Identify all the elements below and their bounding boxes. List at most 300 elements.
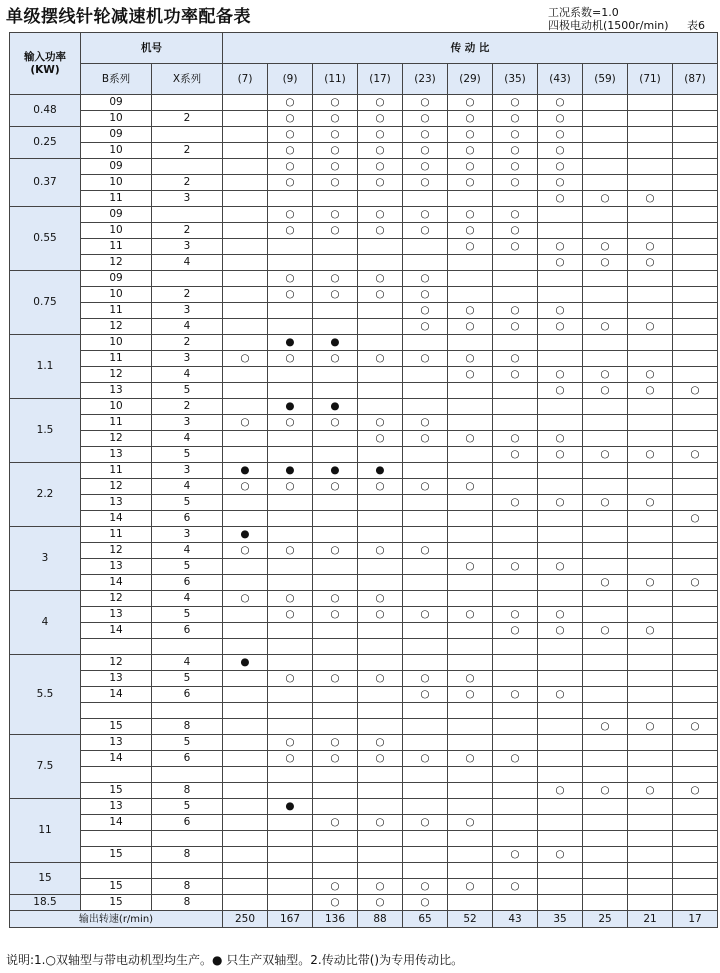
open-circle-mark: ○ xyxy=(223,479,268,495)
open-circle-mark: ○ xyxy=(313,479,358,495)
empty-cell xyxy=(673,367,718,383)
empty-cell xyxy=(628,671,673,687)
empty-cell xyxy=(628,143,673,159)
x-series-cell: 6 xyxy=(152,511,223,527)
empty-cell xyxy=(223,863,268,879)
empty-cell xyxy=(628,591,673,607)
empty-cell xyxy=(628,527,673,543)
empty-cell xyxy=(673,95,718,111)
open-circle-mark: ○ xyxy=(403,415,448,431)
open-circle-mark: ○ xyxy=(448,479,493,495)
open-circle-mark: ○ xyxy=(493,367,538,383)
open-circle-mark: ○ xyxy=(448,751,493,767)
x-series-cell: 5 xyxy=(152,671,223,687)
open-circle-mark: ○ xyxy=(493,95,538,111)
open-circle-mark: ○ xyxy=(493,159,538,175)
empty-cell xyxy=(403,703,448,719)
empty-cell xyxy=(448,415,493,431)
empty-cell xyxy=(403,847,448,863)
empty-cell xyxy=(268,447,313,463)
empty-cell xyxy=(223,271,268,287)
empty-cell xyxy=(223,831,268,847)
filled-dot-mark: ● xyxy=(358,463,403,479)
open-circle-mark: ○ xyxy=(628,623,673,639)
open-circle-mark: ○ xyxy=(313,591,358,607)
open-circle-mark: ○ xyxy=(268,287,313,303)
power-cell: 2.2 xyxy=(10,463,81,527)
empty-cell xyxy=(268,783,313,799)
empty-cell xyxy=(583,655,628,671)
x-series-cell: 5 xyxy=(152,447,223,463)
empty-cell xyxy=(673,223,718,239)
empty-cell xyxy=(313,783,358,799)
empty-cell xyxy=(673,895,718,911)
empty-cell xyxy=(403,511,448,527)
empty-cell xyxy=(628,479,673,495)
open-circle-mark: ○ xyxy=(628,719,673,735)
open-circle-mark: ○ xyxy=(358,479,403,495)
b-series-cell: 14 xyxy=(81,687,152,703)
empty-cell xyxy=(673,127,718,143)
b-series-cell: 12 xyxy=(81,431,152,447)
empty-cell xyxy=(358,319,403,335)
x-series-cell: 4 xyxy=(152,319,223,335)
empty-cell xyxy=(448,895,493,911)
empty-cell xyxy=(673,735,718,751)
empty-cell xyxy=(628,223,673,239)
x-series-cell: 4 xyxy=(152,431,223,447)
header-ratio-5: (29) xyxy=(448,64,493,95)
empty-cell xyxy=(268,719,313,735)
header-x-series: X系列 xyxy=(152,64,223,95)
open-circle-mark: ○ xyxy=(448,879,493,895)
open-circle-mark: ○ xyxy=(268,223,313,239)
empty-cell xyxy=(403,767,448,783)
table-row xyxy=(10,639,718,655)
open-circle-mark: ○ xyxy=(493,239,538,255)
power-cell: 5.5 xyxy=(10,655,81,735)
b-series-cell: 09 xyxy=(81,127,152,143)
b-series-cell: 09 xyxy=(81,271,152,287)
open-circle-mark: ○ xyxy=(538,607,583,623)
empty-cell xyxy=(223,431,268,447)
x-series-cell xyxy=(152,863,223,879)
empty-cell xyxy=(493,895,538,911)
open-circle-mark: ○ xyxy=(358,543,403,559)
empty-cell xyxy=(493,799,538,815)
b-series-cell: 12 xyxy=(81,255,152,271)
empty-cell xyxy=(583,703,628,719)
empty-cell xyxy=(313,655,358,671)
empty-cell xyxy=(403,527,448,543)
open-circle-mark: ○ xyxy=(358,671,403,687)
b-series-cell: 11 xyxy=(81,303,152,319)
open-circle-mark: ○ xyxy=(493,303,538,319)
b-series-cell: 10 xyxy=(81,111,152,127)
power-cell: 0.37 xyxy=(10,159,81,207)
empty-cell xyxy=(448,527,493,543)
empty-cell xyxy=(583,479,628,495)
output-speed-value: 25 xyxy=(583,911,628,928)
table-row xyxy=(10,415,718,431)
empty-cell xyxy=(358,255,403,271)
power-cell: 18.5 xyxy=(10,895,81,911)
open-circle-mark: ○ xyxy=(223,543,268,559)
empty-cell xyxy=(673,351,718,367)
x-series-cell: 6 xyxy=(152,815,223,831)
filled-dot-mark: ● xyxy=(223,655,268,671)
x-series-cell xyxy=(152,703,223,719)
open-circle-mark: ○ xyxy=(268,591,313,607)
empty-cell xyxy=(223,111,268,127)
empty-cell xyxy=(223,815,268,831)
empty-cell xyxy=(448,271,493,287)
empty-cell xyxy=(538,575,583,591)
open-circle-mark: ○ xyxy=(628,447,673,463)
x-series-cell: 5 xyxy=(152,607,223,623)
empty-cell xyxy=(268,495,313,511)
empty-cell xyxy=(583,303,628,319)
open-circle-mark: ○ xyxy=(538,175,583,191)
open-circle-mark: ○ xyxy=(493,127,538,143)
empty-cell xyxy=(403,367,448,383)
open-circle-mark: ○ xyxy=(673,447,718,463)
filled-dot-mark: ● xyxy=(268,463,313,479)
x-series-cell xyxy=(152,159,223,175)
open-circle-mark: ○ xyxy=(493,207,538,223)
empty-cell xyxy=(538,287,583,303)
b-series-cell: 12 xyxy=(81,543,152,559)
filled-dot-mark: ● xyxy=(313,463,358,479)
empty-cell xyxy=(448,447,493,463)
empty-cell xyxy=(493,655,538,671)
b-series-cell: 14 xyxy=(81,511,152,527)
empty-cell xyxy=(358,719,403,735)
empty-cell xyxy=(223,575,268,591)
empty-cell xyxy=(673,207,718,223)
empty-cell xyxy=(403,719,448,735)
table-row xyxy=(10,159,718,175)
empty-cell xyxy=(673,655,718,671)
b-series-cell: 12 xyxy=(81,591,152,607)
empty-cell xyxy=(493,399,538,415)
empty-cell xyxy=(628,863,673,879)
open-circle-mark: ○ xyxy=(538,559,583,575)
empty-cell xyxy=(358,623,403,639)
empty-cell xyxy=(358,447,403,463)
open-circle-mark: ○ xyxy=(493,687,538,703)
open-circle-mark: ○ xyxy=(448,175,493,191)
b-series-cell: 10 xyxy=(81,223,152,239)
open-circle-mark: ○ xyxy=(538,319,583,335)
empty-cell xyxy=(268,687,313,703)
empty-cell xyxy=(673,111,718,127)
empty-cell xyxy=(268,879,313,895)
x-series-cell xyxy=(152,95,223,111)
empty-cell xyxy=(313,255,358,271)
empty-cell xyxy=(358,399,403,415)
x-series-cell xyxy=(152,767,223,783)
x-series-cell xyxy=(152,639,223,655)
table-row xyxy=(10,623,718,639)
empty-cell xyxy=(448,591,493,607)
empty-cell xyxy=(268,191,313,207)
b-series-cell: 09 xyxy=(81,95,152,111)
table-body xyxy=(10,95,718,928)
empty-cell xyxy=(628,351,673,367)
table-row xyxy=(10,799,718,815)
b-series-cell: 13 xyxy=(81,735,152,751)
b-series-cell: 13 xyxy=(81,671,152,687)
output-speed-value: 136 xyxy=(313,911,358,928)
table-row xyxy=(10,719,718,735)
x-series-cell: 8 xyxy=(152,847,223,863)
empty-cell xyxy=(673,495,718,511)
open-circle-mark: ○ xyxy=(583,575,628,591)
empty-cell xyxy=(583,223,628,239)
power-cell: 15 xyxy=(10,863,81,895)
table-row xyxy=(10,127,718,143)
empty-cell xyxy=(673,799,718,815)
open-circle-mark: ○ xyxy=(583,367,628,383)
open-circle-mark: ○ xyxy=(403,479,448,495)
x-series-cell xyxy=(152,127,223,143)
open-circle-mark: ○ xyxy=(268,735,313,751)
b-series-cell: 15 xyxy=(81,895,152,911)
x-series-cell: 2 xyxy=(152,143,223,159)
empty-cell xyxy=(403,239,448,255)
filled-dot-mark: ● xyxy=(268,399,313,415)
x-series-cell: 3 xyxy=(152,463,223,479)
table-row xyxy=(10,463,718,479)
empty-cell xyxy=(223,879,268,895)
empty-cell xyxy=(403,463,448,479)
open-circle-mark: ○ xyxy=(628,495,673,511)
empty-cell xyxy=(403,783,448,799)
open-circle-mark: ○ xyxy=(358,351,403,367)
empty-cell xyxy=(448,511,493,527)
empty-cell xyxy=(583,143,628,159)
header-power-text: 输入功率 (KW) xyxy=(24,50,66,76)
empty-cell xyxy=(403,735,448,751)
x-series-cell: 3 xyxy=(152,239,223,255)
empty-cell xyxy=(493,383,538,399)
open-circle-mark: ○ xyxy=(538,495,583,511)
open-circle-mark: ○ xyxy=(313,175,358,191)
b-series-cell: 13 xyxy=(81,447,152,463)
open-circle-mark: ○ xyxy=(268,127,313,143)
table-row xyxy=(10,863,718,879)
empty-cell xyxy=(673,543,718,559)
empty-cell xyxy=(313,831,358,847)
open-circle-mark: ○ xyxy=(358,271,403,287)
x-series-cell: 8 xyxy=(152,879,223,895)
empty-cell xyxy=(628,895,673,911)
open-circle-mark: ○ xyxy=(403,751,448,767)
x-series-cell: 6 xyxy=(152,575,223,591)
empty-cell xyxy=(313,511,358,527)
empty-cell xyxy=(223,127,268,143)
x-series-cell: 4 xyxy=(152,255,223,271)
open-circle-mark: ○ xyxy=(313,815,358,831)
power-cell: 11 xyxy=(10,799,81,863)
x-series-cell: 5 xyxy=(152,799,223,815)
open-circle-mark: ○ xyxy=(583,623,628,639)
open-circle-mark: ○ xyxy=(358,159,403,175)
empty-cell xyxy=(358,367,403,383)
empty-cell xyxy=(223,559,268,575)
open-circle-mark: ○ xyxy=(268,351,313,367)
empty-cell xyxy=(493,831,538,847)
b-series-cell: 15 xyxy=(81,847,152,863)
empty-cell xyxy=(628,431,673,447)
open-circle-mark: ○ xyxy=(448,95,493,111)
x-series-cell: 3 xyxy=(152,527,223,543)
empty-cell xyxy=(493,415,538,431)
b-series-cell: 11 xyxy=(81,415,152,431)
b-series-cell: 11 xyxy=(81,351,152,367)
x-series-cell: 3 xyxy=(152,303,223,319)
empty-cell xyxy=(583,767,628,783)
table-row xyxy=(10,207,718,223)
empty-cell xyxy=(268,527,313,543)
b-series-cell: 13 xyxy=(81,383,152,399)
open-circle-mark: ○ xyxy=(493,319,538,335)
table-row xyxy=(10,191,718,207)
empty-cell xyxy=(673,399,718,415)
empty-cell xyxy=(223,783,268,799)
empty-cell xyxy=(403,191,448,207)
empty-cell xyxy=(583,639,628,655)
power-cell: 1.1 xyxy=(10,335,81,399)
empty-cell xyxy=(538,591,583,607)
empty-cell xyxy=(223,159,268,175)
empty-cell xyxy=(628,415,673,431)
header-model: 机号 xyxy=(81,33,223,64)
empty-cell xyxy=(358,527,403,543)
empty-cell xyxy=(223,687,268,703)
empty-cell xyxy=(403,575,448,591)
empty-cell xyxy=(583,879,628,895)
open-circle-mark: ○ xyxy=(448,159,493,175)
empty-cell xyxy=(628,655,673,671)
header-ratio-6: (35) xyxy=(493,64,538,95)
empty-cell xyxy=(448,623,493,639)
table-row xyxy=(10,351,718,367)
table-row xyxy=(10,607,718,623)
open-circle-mark: ○ xyxy=(313,207,358,223)
b-series-cell: 12 xyxy=(81,367,152,383)
empty-cell xyxy=(223,207,268,223)
open-circle-mark: ○ xyxy=(628,367,673,383)
open-circle-mark: ○ xyxy=(268,207,313,223)
empty-cell xyxy=(403,639,448,655)
open-circle-mark: ○ xyxy=(493,447,538,463)
output-speed-value: 65 xyxy=(403,911,448,928)
open-circle-mark: ○ xyxy=(403,303,448,319)
empty-cell xyxy=(313,367,358,383)
empty-cell xyxy=(493,783,538,799)
empty-cell xyxy=(538,527,583,543)
open-circle-mark: ○ xyxy=(538,95,583,111)
empty-cell xyxy=(628,815,673,831)
empty-cell xyxy=(313,575,358,591)
empty-cell xyxy=(493,511,538,527)
empty-cell xyxy=(268,303,313,319)
empty-cell xyxy=(628,511,673,527)
empty-cell xyxy=(268,431,313,447)
empty-cell xyxy=(223,895,268,911)
open-circle-mark: ○ xyxy=(583,447,628,463)
open-circle-mark: ○ xyxy=(313,127,358,143)
open-circle-mark: ○ xyxy=(313,415,358,431)
open-circle-mark: ○ xyxy=(358,751,403,767)
header-ratio-9: (71) xyxy=(628,64,673,95)
empty-cell xyxy=(223,303,268,319)
empty-cell xyxy=(628,463,673,479)
empty-cell xyxy=(403,495,448,511)
table-row xyxy=(10,815,718,831)
open-circle-mark: ○ xyxy=(628,575,673,591)
open-circle-mark: ○ xyxy=(583,719,628,735)
b-series-cell: 09 xyxy=(81,207,152,223)
power-cell: 3 xyxy=(10,527,81,591)
open-circle-mark: ○ xyxy=(223,591,268,607)
empty-cell xyxy=(673,863,718,879)
empty-cell xyxy=(448,735,493,751)
table-row xyxy=(10,319,718,335)
empty-cell xyxy=(358,335,403,351)
empty-cell xyxy=(448,655,493,671)
table-row xyxy=(10,591,718,607)
empty-cell xyxy=(538,655,583,671)
open-circle-mark: ○ xyxy=(268,607,313,623)
empty-cell xyxy=(448,335,493,351)
open-circle-mark: ○ xyxy=(583,319,628,335)
b-series-cell: 11 xyxy=(81,191,152,207)
open-circle-mark: ○ xyxy=(358,815,403,831)
empty-cell xyxy=(583,351,628,367)
open-circle-mark: ○ xyxy=(313,287,358,303)
empty-cell xyxy=(313,431,358,447)
b-series-cell: 10 xyxy=(81,399,152,415)
empty-cell xyxy=(673,431,718,447)
empty-cell xyxy=(538,351,583,367)
page-title: 单级摆线针轮减速机功率配备表 xyxy=(6,7,251,27)
output-speed-value: 167 xyxy=(268,911,313,928)
open-circle-mark: ○ xyxy=(673,719,718,735)
open-circle-mark: ○ xyxy=(313,895,358,911)
open-circle-mark: ○ xyxy=(538,623,583,639)
open-circle-mark: ○ xyxy=(493,223,538,239)
b-series-cell: 10 xyxy=(81,335,152,351)
open-circle-mark: ○ xyxy=(628,783,673,799)
table-row xyxy=(10,831,718,847)
empty-cell xyxy=(583,799,628,815)
empty-cell xyxy=(313,799,358,815)
b-series-cell: 14 xyxy=(81,623,152,639)
open-circle-mark: ○ xyxy=(448,127,493,143)
open-circle-mark: ○ xyxy=(403,207,448,223)
output-speed-value: 52 xyxy=(448,911,493,928)
empty-cell xyxy=(268,655,313,671)
empty-cell xyxy=(268,511,313,527)
b-series-cell: 12 xyxy=(81,479,152,495)
open-circle-mark: ○ xyxy=(448,111,493,127)
empty-cell xyxy=(538,335,583,351)
open-circle-mark: ○ xyxy=(358,223,403,239)
open-circle-mark: ○ xyxy=(448,687,493,703)
